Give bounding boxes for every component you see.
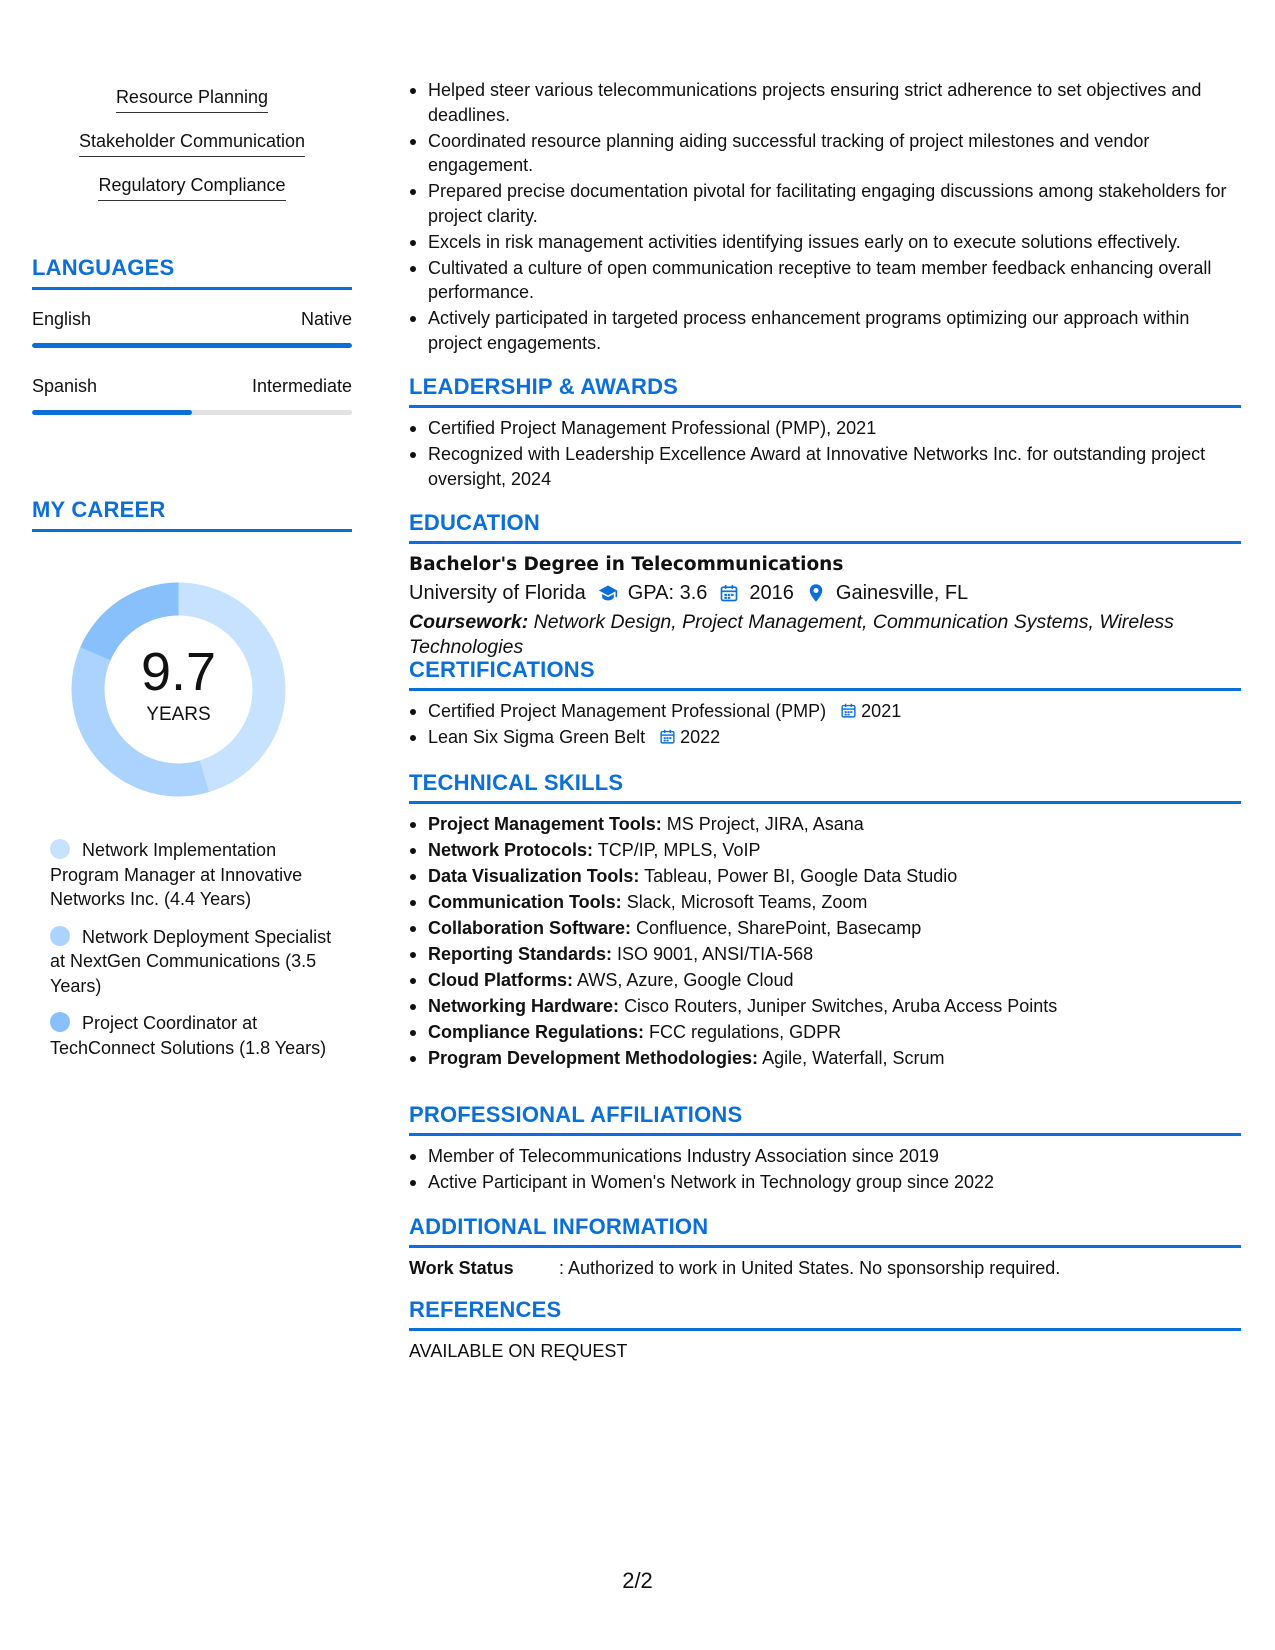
language-proficiency-bar	[32, 343, 352, 348]
coursework-label: Coursework:	[409, 611, 529, 633]
skill-category: Compliance Regulations:	[428, 1022, 645, 1042]
career-legend-item	[50, 838, 340, 912]
skill-category: Project Management Tools:	[428, 814, 662, 834]
list-item	[409, 890, 1241, 915]
career-legend-label: Network Deployment Specialist at NextGen Communications (3.5 Years)	[50, 926, 332, 996]
calendar-icon	[840, 702, 857, 719]
legend-dot-icon	[50, 926, 70, 946]
certification-name: Certified Project Management Professional (PMP)	[428, 701, 827, 721]
skill-values: MS Project, JIRA, Asana	[666, 814, 864, 834]
language-name: English	[32, 309, 92, 329]
skill-values: Agile, Waterfall, Scrum	[762, 1048, 945, 1068]
language-name: Spanish	[32, 376, 98, 396]
list-item	[409, 838, 1241, 863]
list-item	[409, 812, 1241, 837]
legend-dot-icon	[50, 1012, 70, 1032]
list-item	[409, 699, 1241, 724]
list-item: Member of Telecommunications Industry Association since 2019	[409, 1144, 1241, 1169]
list-item: Helped steer various telecommunications projects ensuring strict adherence to set objectives and deadlines.	[409, 78, 1241, 127]
career-legend-label: Network Implementation Program Manager at Innovative Networks Inc. (4.4 Years)	[50, 840, 303, 909]
certification-year: 2022	[680, 727, 721, 747]
legend-dot-icon	[50, 839, 70, 859]
skill-category: Program Development Methodologies:	[428, 1048, 759, 1068]
language-spanish	[32, 375, 352, 415]
language-proficiency-bar	[32, 410, 352, 415]
languages-heading: LANGUAGES	[32, 255, 352, 290]
affiliations-list	[409, 1144, 1241, 1195]
skill-category: Communication Tools:	[428, 892, 622, 912]
list-item: Actively participated in targeted process enhancement programs optimizing our approach within project engagements.	[409, 306, 1241, 355]
list-item	[409, 725, 1241, 750]
list-item	[409, 994, 1241, 1019]
skill-category: Reporting Standards:	[428, 944, 613, 964]
experience-continued	[409, 78, 1241, 357]
graduation-cap-icon	[598, 583, 618, 603]
references-section	[409, 1297, 1241, 1363]
career-heading: MY CAREER	[32, 497, 352, 532]
career-legend-item	[50, 925, 340, 999]
skill-values: FCC regulations, GDPR	[649, 1022, 842, 1042]
leadership-list	[409, 416, 1241, 491]
experience-bullets	[409, 78, 1241, 355]
language-proficiency-fill	[32, 410, 192, 415]
skill-item: Regulatory Compliance	[98, 174, 285, 201]
list-item: Recognized with Leadership Excellence Award at Innovative Networks Inc. for outstanding project oversight, 2024	[409, 442, 1241, 491]
calendar-icon	[719, 583, 739, 603]
list-item: Prepared precise documentation pivotal for facilitating engaging discussions among stakeholders for project clarity.	[409, 179, 1241, 228]
skill-values: TCP/IP, MPLS, VoIP	[597, 840, 761, 860]
language-level: Intermediate	[251, 376, 352, 396]
skill-values: Tableau, Power BI, Google Data Studio	[644, 866, 958, 886]
list-item: Cultivated a culture of open communication receptive to team member feedback enhancing overall performance.	[409, 256, 1241, 305]
additional-info-section	[409, 1214, 1241, 1280]
certifications-heading: CERTIFICATIONS	[409, 657, 1241, 691]
list-item: Certified Project Management Professional (PMP), 2021	[409, 416, 1241, 441]
list-item: Coordinated resource planning aiding successful tracking of project milestones and vendor engagement.	[409, 129, 1241, 178]
graduation-year: 2016	[749, 582, 794, 604]
education-section	[409, 510, 1241, 659]
leadership-heading: LEADERSHIP & AWARDS	[409, 374, 1241, 408]
language-proficiency-fill	[32, 343, 352, 348]
map-pin-icon	[806, 583, 826, 603]
certifications-list	[409, 699, 1241, 750]
list-item	[409, 1020, 1241, 1045]
calendar-icon	[659, 728, 676, 745]
education-heading: EDUCATION	[409, 510, 1241, 544]
affiliations-section	[409, 1102, 1241, 1196]
leadership-section	[409, 374, 1241, 493]
language-english	[32, 308, 352, 348]
skill-category: Data Visualization Tools:	[428, 866, 640, 886]
work-status	[409, 1256, 1241, 1280]
career-legend	[50, 838, 340, 1073]
technical-skills-list	[409, 812, 1241, 1071]
gpa: GPA: 3.6	[627, 582, 708, 604]
certification-year: 2021	[861, 701, 902, 721]
list-item	[409, 942, 1241, 967]
career-legend-item	[50, 1011, 340, 1060]
list-item	[409, 864, 1241, 889]
skill-category: Network Protocols:	[428, 840, 594, 860]
coursework-text: Network Design, Project Management, Communication Systems, Wireless Technologies	[409, 611, 1174, 658]
certification-name: Lean Six Sigma Green Belt	[428, 727, 646, 747]
skill-list	[32, 86, 352, 218]
education-details	[409, 578, 1241, 608]
school-name: University of Florida	[409, 582, 586, 604]
work-status-value: : Authorized to work in United States. No sponsorship required.	[559, 1258, 1061, 1278]
skill-item: Resource Planning	[116, 86, 268, 113]
career-total	[66, 640, 291, 726]
list-item	[409, 1046, 1241, 1071]
skill-category: Cloud Platforms:	[428, 970, 574, 990]
affiliations-heading: PROFESSIONAL AFFILIATIONS	[409, 1102, 1241, 1136]
language-level: Native	[300, 309, 352, 329]
technical-skills-section	[409, 770, 1241, 1072]
skill-values: Cisco Routers, Juniper Switches, Aruba Access Points	[624, 996, 1058, 1016]
career-legend-label: Project Coordinator at TechConnect Solutions (1.8 Years)	[50, 1013, 327, 1058]
career-total-unit: YEARS	[146, 704, 211, 725]
list-item	[409, 916, 1241, 941]
skill-category: Networking Hardware:	[428, 996, 620, 1016]
skill-values: AWS, Azure, Google Cloud	[577, 970, 794, 990]
references-text: AVAILABLE ON REQUEST	[409, 1341, 628, 1361]
technical-skills-heading: TECHNICAL SKILLS	[409, 770, 1241, 804]
career-total-value: 9.7	[140, 642, 217, 702]
references-heading: REFERENCES	[409, 1297, 1241, 1331]
list-item: Active Participant in Women's Network in Technology group since 2022	[409, 1170, 1241, 1195]
page-number: 2/2	[622, 1568, 653, 1593]
coursework	[409, 610, 1241, 659]
skill-values: Slack, Microsoft Teams, Zoom	[626, 892, 868, 912]
skill-category: Collaboration Software:	[428, 918, 632, 938]
degree-title: Bachelor's Degree in Telecommunications	[409, 554, 844, 575]
skill-item: Stakeholder Communication	[79, 130, 305, 157]
list-item: Excels in risk management activities identifying issues early on to execute solutions effectively.	[409, 230, 1241, 255]
school-location: Gainesville, FL	[835, 582, 969, 604]
skill-values: Confluence, SharePoint, Basecamp	[636, 918, 922, 938]
certifications-section	[409, 657, 1241, 751]
work-status-label: Work Status	[409, 1258, 514, 1278]
list-item	[409, 968, 1241, 993]
skill-values: ISO 9001, ANSI/TIA-568	[617, 944, 814, 964]
additional-info-heading: ADDITIONAL INFORMATION	[409, 1214, 1241, 1248]
